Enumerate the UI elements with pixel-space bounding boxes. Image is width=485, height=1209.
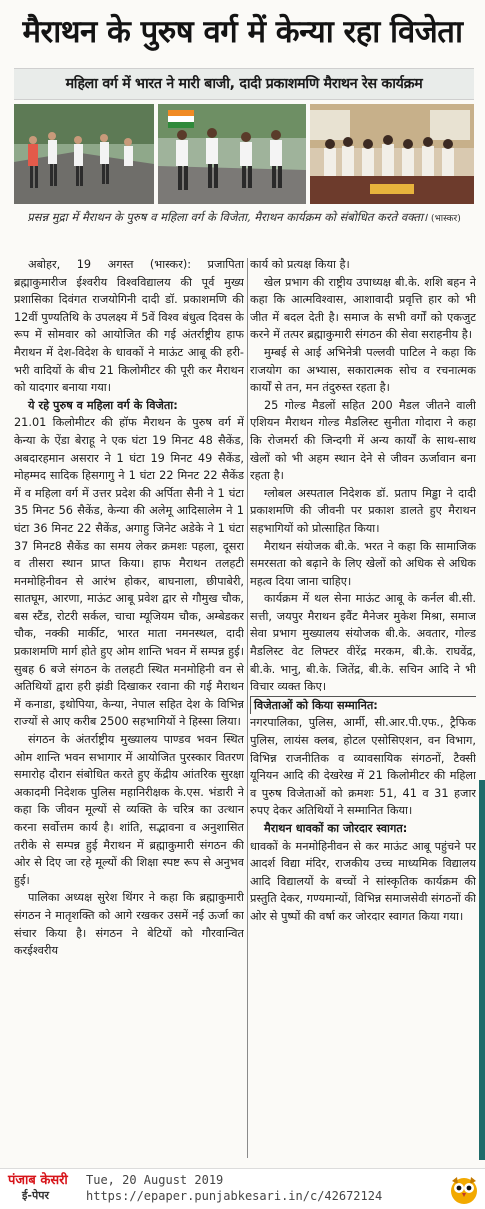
brand-name: पंजाब केसरी (8, 1173, 68, 1188)
paragraph: कार्यक्रम में थल सेना माऊंट आबू के कर्नल बी.सी. सत्ती, जयपुर मैराथन इवैंट मैनेजर मुकेश मिश्रा, समाज सेवा प्रभाग मुख्यालय संयोजक बी.के. अवतार, गोल्ड मैडलिस्ट वेट लिफ्टर वीरेंद्र मरकम, बी.के. राघवेंद्र, बी.के. भानु, बी.के. जितेंद्र, बी.के. सचिन आदि ने भी विचार व्यक्त किए। (250, 592, 476, 694)
edition-date: Tue, 20 August 2019 (86, 1173, 224, 1187)
brand-subtitle: ई-पेपर (22, 1189, 49, 1202)
paragraph: 21.01 किलोमीटर की हॉफ मैराथन के पुरुष वर्ग में केन्या के ऐंडा बेराहू ने एक घंटा 19 मिनट 48 सैकेंड, अबदारहमान असरार ने 1 घंटा 19 मिनट 49 सैकेंड, मोहम्मद सादिक हिसगागु ने 1 घंटा 22 मिनट 22 सैकेंड में व महिला वर्ग में उत्तर प्रदेश की अर्पिता सैनी ने 1 घंटा 35 मिनट 56 सैकेंड, केन्या की अलेमू आदिसालेम ने 1 घंटा 36 मिनट 22 सैकेंड, अगाहु जिनेट अडेके ने 1 घंटा 37 मिनट8 सैकेंड का समय लेकर क्रमशः पहला, दूसरा व तीसरा स्थान प्राप्त किया। हाफ मैराथन तलहटी मनमोहिनीवन से आरंभ होकर, बाघनाला, छीपाबेरी, सातघूम, आरणा, माऊंट आबू प्रवेश द्वार से गौमुख चौक, बस स्टैंड, रोटरी सर्कल, चाचा म्यूजियम चौक, अम्बेडकर चौक, नक्की मार्कीट, भारत माता नमनस्थल, दादी प्रकाशमणि मार्ग होते हुए ओम शान्ति भवन में सम्पन्न हुई। सुबह 6 बजे संगठन के तलहटी स्थित मनमोहिनी वन से अतिथियों द्वारा हरी झंडी दिखाकर रवाना की गई मैराथन में कनाडा, इथोपिया, केन्या, नेपाल सहित देश के विभिन्न राज्यों से आए करीब 2500 सहभागियों ने हिस्सा लिया। (14, 416, 244, 729)
paragraph: संगठन के अंतर्राष्ट्रीय मुख्यालय पाण्डव भवन स्थित ओम शान्ति भवन सभागार में आयोजित पुरस्कार वितरण समारोह दौरान संबोधित करते हुए केंद्रीय आंतरिक सुरक्षा अकादमी निदेशक पुलिस महानिरीक्षक के.एस. भंडारी ने कहा कि जीवन मूल्यों से व्यक्ति के चरित्र का उत्थान करना सर्वोत्तम कार्य है। शांति, सद्भावना व अनुशासित तरीके से सम्पन्न हुई मैराथन में ब्रह्माकुमारी संगठन की ओर से दिए जा रहे मूल्यों की शिक्षा स्पष्ट रूप से अनुभव हुई। (14, 733, 244, 887)
subheadline: महिला वर्ग में भारत ने मारी बाजी, दादी प्रकाशमणि मैराथन रेस कार्यक्रम (14, 68, 474, 100)
epaper-footer (0, 1168, 485, 1208)
caption-credit: (भास्कर) (430, 214, 461, 224)
section-heading: ये रहे पुरुष व महिला वर्ग के विजेता: (28, 398, 178, 412)
section-heading-welcome: मैराथन धावकों का जोरदार स्वागत: (264, 822, 408, 835)
paragraph: पालिका अध्यक्ष सुरेश थिंगर ने कहा कि ब्रह्माकुमारी संगठन ने मातृशक्ति को आगे रखकर उसमें नई ऊर्जा का संचार किया है। संगठन ने बेटियों को गौरवान्वित करईश्वरीय (14, 891, 244, 958)
article-column-1 (14, 256, 244, 1168)
paragraph: 25 गोल्ड मैडलों सहित 200 मैडल जीतने वाली एशियन मैराथन गोल्ड मैडलिस्ट सुनीता गोदारा ने कहा कि रोजमर्रा की जिन्दगी में अन्य कार्यों के साथ-साथ खेलों को भी अहम स्थान देने से जीवन ऊर्जावान बना रहता है। (250, 398, 476, 483)
headline: मैराथन के पुरुष वर्ग में केन्या रहा विजेता (22, 14, 463, 50)
brand-logo[interactable] (8, 1173, 82, 1205)
paragraph: मुम्बई से आई अभिनेत्री पल्लवी पाटिल ने कहा कि राजयोग का अभ्यास, सकारात्मक सोच व रचनात्मक कार्यों से तन, मन तंदुरुस्त रहता है। (250, 345, 476, 395)
photo-runners-flag (158, 104, 306, 204)
photo-caption (18, 208, 470, 229)
paragraph: ग्लोबल अस्पताल निदेशक डॉ. प्रताप मिड्ढा ने दादी प्रकाशमणि की जीवनी पर प्रकाश डालते हुए मैराथन सहभागियों को प्रोत्साहित किया। (250, 486, 476, 535)
photo-strip (14, 104, 474, 204)
paragraph: मैराथन संयोजक बी.के. भरत ने कहा कि सामाजिक समरसता को बढ़ाने के लिए खेलों को अधिक से अधिक महत्व दिया जाना चाहिए। (250, 539, 476, 588)
page-edge-bar (479, 780, 485, 1160)
photo-award-stage (310, 104, 474, 204)
photo-runners-left (14, 104, 154, 204)
footer-meta (86, 1172, 382, 1204)
paragraph: धावकों के मनमोहिनीवन से कर माऊंट आबू पहुंचने पर आदर्श विद्या मंदिर, राजकीय उच्च माध्यमिक विद्यालय आदि विद्यालयों के बच्चों ने सांस्कृतिक कार्यक्रम की प्रस्तुति देकर, गण्यमान्यों, विभिन्न समाजसेवी संगठनों की ओर से पुष्पों की वर्षा कर जोरदार स्वागत किया गया। (250, 839, 476, 923)
paragraph: अबोहर, 19 अगस्त (भास्कर): प्रजापिता ब्रह्माकुमारीज ईश्वरीय विश्वविद्यालय की पूर्व मुख्य प्रशासिका दिवंगत राजयोगिनी दादी डॉ. प्रकाशमणि की 12वीं पुण्यतिथि के उपलक्ष्य में 5वें विश्व बंधुत्व दिवस के रूप में सोमवार को आयोजित की गई अंतर्राष्ट्रीय हाफ मैराथन में देश-विदेश के धावकों ने माऊंट आबू की हरी-भरी वादियों के बीच 21 किलोमीटर की पूरी कर मैराथन को यादगार बनाया गया। (14, 258, 244, 395)
paragraph: नगरपालिका, पुलिस, आर्मी, सी.आर.पी.एफ., ट्रैफिक पुलिस, लायंस क्लब, होटल एसोसिएशन, वन विभाग, विभिन्न राजनीतिक व व्यावसायिक संगठनों, टैक्सी यूनियन आदि की देखरेख में 21 किलोमीटर की महिला व पुरुष विजेताओं को क्रमशः 51, 41 व 31 हजार रुपए देकर अतिथियों ने सम्मानित किया। (250, 716, 476, 818)
section-heading-honored: विजेताओं को किया सम्मानित: (250, 696, 476, 715)
paragraph: कार्य को प्रत्यक्ष किया है। (250, 258, 350, 271)
caption-text: प्रसन्न मुद्रा में मैराथन के पुरुष व महिला वर्ग के विजेता, मैराथन कार्यक्रम को संबोधित करते वक्ता। (27, 210, 428, 224)
owl-mascot-icon (448, 1173, 480, 1205)
paragraph: खेल प्रभाग की राष्ट्रीय उपाध्यक्ष बी.के. शशि बहन ने कहा कि आत्मविश्वास, आशावादी प्रवृत्ति हार को भी जीत में बदल देती है। समाज के सभी वर्गों को एकजुट करने में तत्पर ब्रह्माकुमारी संगठन की सेवा सराहनीय है। (250, 275, 476, 342)
article-column-2 (250, 256, 476, 1168)
column-divider (247, 258, 248, 1158)
clip-url-link[interactable]: https://epaper.punjabkesari.in/c/42672124 (86, 1189, 383, 1203)
